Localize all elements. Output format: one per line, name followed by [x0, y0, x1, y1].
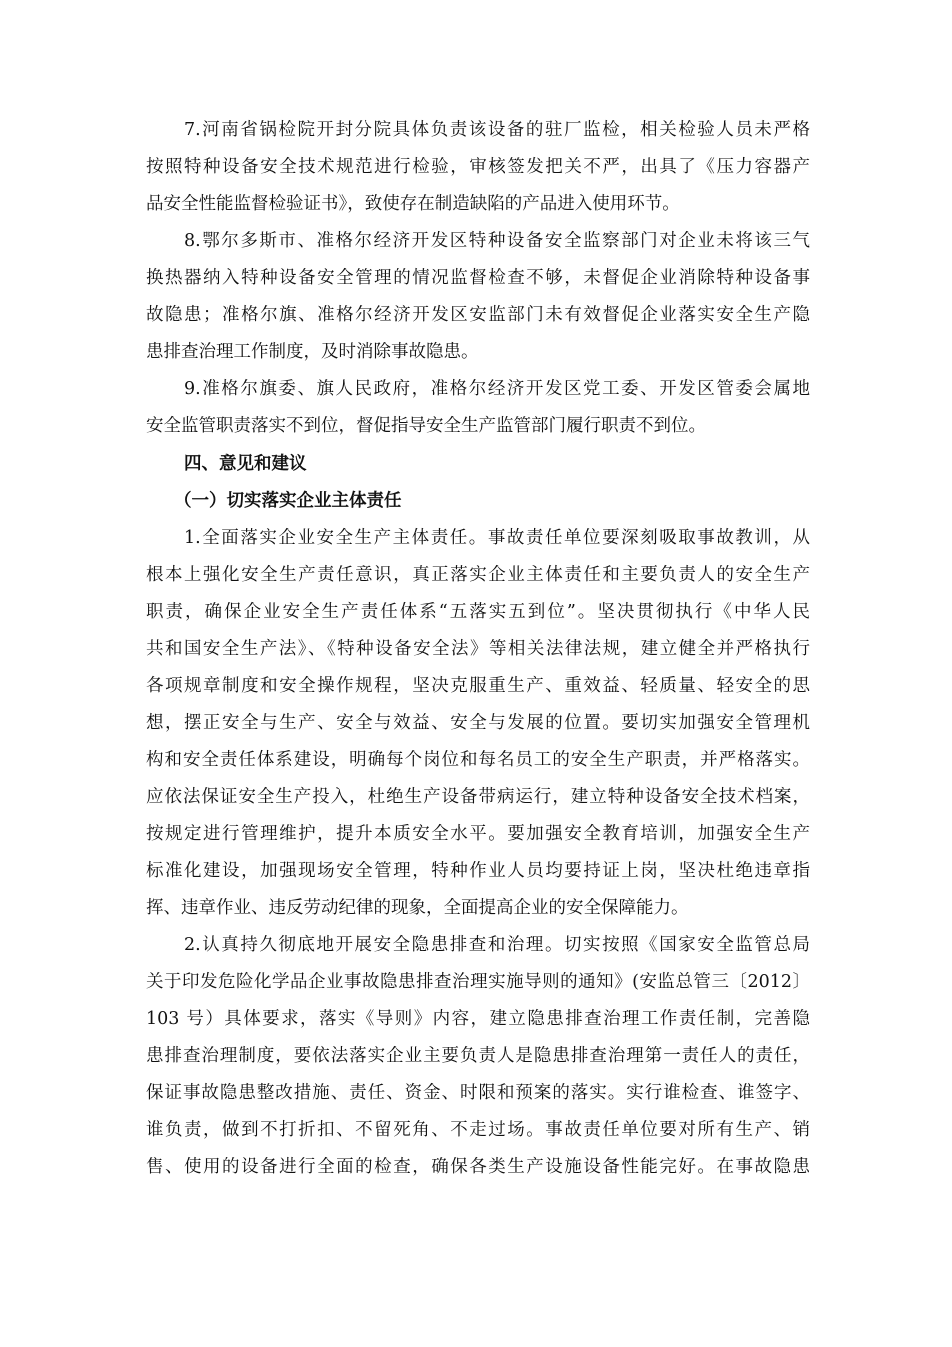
para-1-line-5: 各项规章制度和安全操作规程，坚决克服重生产、重效益、轻质量、轻安全的思: [146, 676, 810, 696]
para-9-line-1: 9.准格尔旗委、旗人民政府，准格尔经济开发区党工委、开发区管委会属地: [184, 379, 810, 399]
para-7-line-3: 品安全性能监督检验证书》，致使存在制造缺陷的产品进入使用环节。: [146, 194, 680, 214]
para-7-line-1: 7.河南省锅检院开封分院具体负责该设备的驻厂监检，相关检验人员未严格: [184, 120, 810, 140]
para-7-line-2: 按照特种设备安全技术规范进行检验，审核签发把关不严，出具了《压力容器产: [146, 157, 810, 177]
para-2-line-3: 103 号）具体要求，落实《导则》内容，建立隐患排查治理工作责任制，完善隐: [146, 1009, 810, 1029]
para-1-line-1: 1.全面落实企业安全生产主体责任。事故责任单位要深刻吸取事故教训，从: [184, 528, 810, 548]
para-1-line-11: 挥、违章作业、违反劳动纪律的现象，全面提高企业的安全保障能力。: [146, 898, 689, 918]
para-8-line-2: 换热器纳入特种设备安全管理的情况监督检查不够，未督促企业消除特种设备事: [146, 268, 810, 288]
para-1-line-7: 构和安全责任体系建设，明确每个岗位和每名员工的安全生产职责，并严格落实。: [146, 750, 810, 770]
para-2-line-2: 关于印发危险化学品企业事故隐患排查治理实施导则的通知》(安监总管三〔2012〕: [146, 972, 810, 992]
para-2-line-6: 谁负责，做到不打折扣、不留死角、不走过场。事故责任单位要对所有生产、销: [146, 1120, 810, 1140]
para-1-line-10: 标准化建设，加强现场安全管理，特种作业人员均要持证上岗，坚决杜绝违章指: [146, 861, 810, 881]
para-8-line-1: 8.鄂尔多斯市、准格尔经济开发区特种设备安全监察部门对企业未将该三气: [184, 231, 810, 251]
para-8-line-3: 故隐患；准格尔旗、准格尔经济开发区安监部门未有效督促企业落实安全生产隐: [146, 305, 810, 325]
para-2-line-7: 售、使用的设备进行全面的检查，确保各类生产设施设备性能完好。在事故隐患: [146, 1157, 810, 1177]
para-9-line-2: 安全监管职责落实不到位，督促指导安全生产监管部门履行职责不到位。: [146, 416, 706, 436]
para-2-line-4: 患排查治理制度，要依法落实企业主要负责人是隐患排查治理第一责任人的责任，: [146, 1046, 810, 1066]
para-2-line-1: 2.认真持久彻底地开展安全隐患排查和治理。切实按照《国家安全监管总局: [184, 935, 810, 955]
para-1-line-8: 应依法保证安全生产投入，杜绝生产设备带病运行，建立特种设备安全技术档案，: [146, 787, 810, 807]
para-1-line-4: 共和国安全生产法》、《特种设备安全法》等相关法律法规，建立健全并严格执行: [146, 639, 810, 659]
para-8-line-4: 患排查治理工作制度，及时消除事故隐患。: [146, 342, 479, 362]
para-1-line-9: 按规定进行管理维护，提升本质安全水平。要加强安全教育培训，加强安全生产: [146, 824, 810, 844]
para-1-line-2: 根本上强化安全生产责任意识，真正落实企业主体责任和主要负责人的安全生产: [146, 565, 810, 585]
para-1-line-6: 想，摆正安全与生产、安全与效益、安全与发展的位置。要切实加强安全管理机: [146, 713, 810, 733]
section-heading: 四、意见和建议: [184, 454, 307, 474]
para-2-line-5: 保证事故隐患整改措施、责任、资金、时限和预案的落实。实行谁检查、谁签字、: [146, 1083, 810, 1103]
para-1-line-3: 职责，确保企业安全生产责任体系“五落实五到位”。坚决贯彻执行《中华人民: [146, 602, 810, 622]
subsection-heading: （一）切实落实企业主体责任: [174, 491, 402, 511]
